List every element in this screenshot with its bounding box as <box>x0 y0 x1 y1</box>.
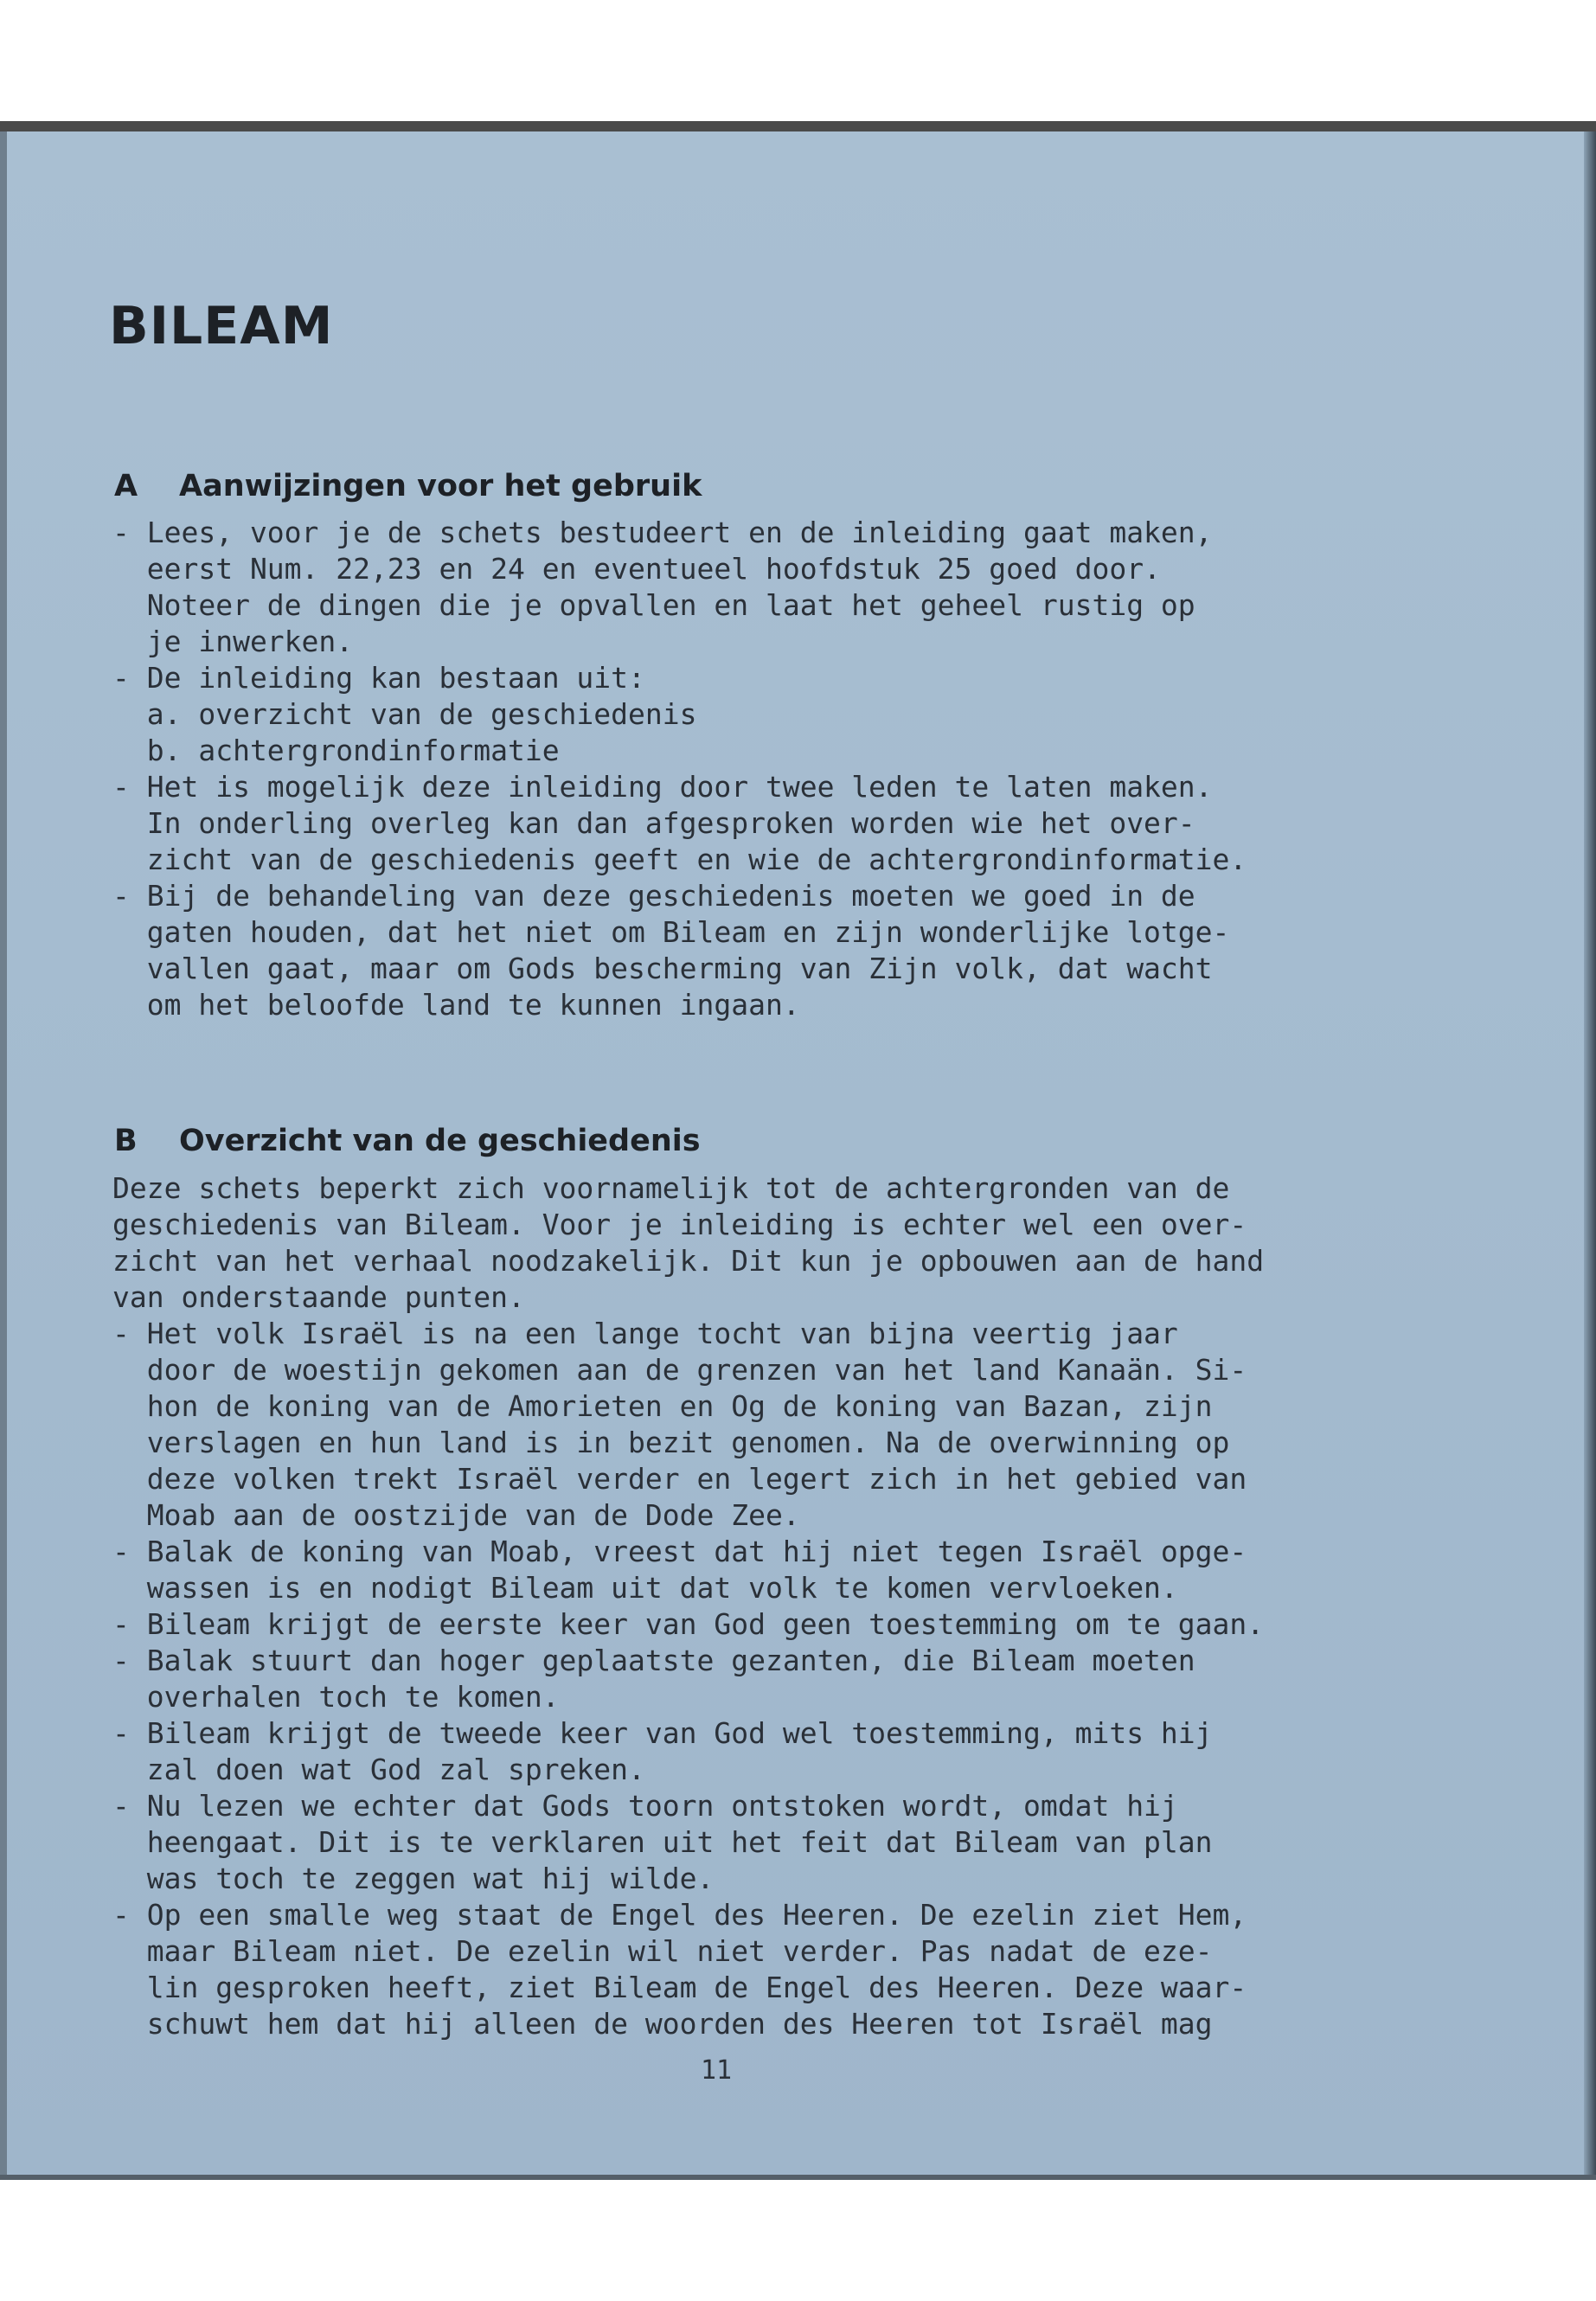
text-line: hon de koning van de Amorieten en Og de koning van Bazan, zijn <box>112 1389 1213 1423</box>
text-line: - Lees, voor je de schets bestudeert en de inleiding gaat maken, <box>112 516 1213 549</box>
text-line: was toch te zeggen wat hij wilde. <box>112 1862 715 1895</box>
page-title: BILEAM <box>109 296 334 356</box>
section-a-letter: A <box>114 469 138 503</box>
text-line: schuwt hem dat hij alleen de woorden des Heeren tot Israël mag <box>112 2007 1213 2041</box>
text-line: wassen is en nodigt Bileam uit dat volk te komen vervloeken. <box>112 1571 1178 1605</box>
text-line: a. overzicht van de geschiedenis <box>112 697 697 731</box>
text-line: Moab aan de oostzijde van de Dode Zee. <box>112 1498 800 1532</box>
text-line: Noteer de dingen die je opvallen en laat het geheel rustig op <box>112 588 1195 622</box>
page-left-edge <box>0 131 7 2175</box>
text-line: vallen gaat, maar om Gods bescherming van Zijn volk, dat wacht <box>112 952 1213 985</box>
text-line: - Bileam krijgt de eerste keer van God geen toestemming om te gaan. <box>112 1607 1265 1641</box>
text-line: - Het volk Israël is na een lange tocht van bijna veertig jaar <box>112 1317 1178 1350</box>
text-line: van onderstaande punten. <box>112 1280 525 1314</box>
text-line: deze volken trekt Israël verder en legert zich in het gebied van <box>112 1462 1247 1496</box>
text-line: eerst Num. 22,23 en 24 en eventueel hoofdstuk 25 goed door. <box>112 552 1161 586</box>
text-line: verslagen en hun land is in bezit genomen. Na de overwinning op <box>112 1426 1230 1459</box>
text-line: - Op een smalle weg staat de Engel des Heeren. De ezelin ziet Hem, <box>112 1898 1247 1932</box>
text-line: door de woestijn gekomen aan de grenzen van het land Kanaän. Si- <box>112 1353 1247 1387</box>
text-line: om het beloofde land te kunnen ingaan. <box>112 988 800 1022</box>
text-line: heengaat. Dit is te verklaren uit het feit dat Bileam van plan <box>112 1825 1213 1859</box>
section-b-body <box>112 1170 1264 2042</box>
text-line: - Bileam krijgt de tweede keer van God wel toestemming, mits hij <box>112 1716 1213 1750</box>
section-b-letter: B <box>114 1124 138 1158</box>
text-line: Deze schets beperkt zich voornamelijk tot de achtergronden van de <box>112 1171 1230 1205</box>
text-line: - Bij de behandeling van deze geschiedenis moeten we goed in de <box>112 879 1195 913</box>
text-line: maar Bileam niet. De ezelin wil niet verder. Pas nadat de eze- <box>112 1934 1213 1968</box>
text-line: - De inleiding kan bestaan uit: <box>112 661 645 695</box>
text-line: overhalen toch te komen. <box>112 1680 560 1714</box>
section-a-body <box>112 515 1247 1023</box>
text-line: zal doen wat God zal spreken. <box>112 1753 645 1786</box>
text-line: - Nu lezen we echter dat Gods toorn ontstoken wordt, omdat hij <box>112 1789 1178 1823</box>
page-number: 11 <box>701 2055 733 2086</box>
section-b-title: Overzicht van de geschiedenis <box>179 1124 701 1158</box>
section-a-title: Aanwijzingen voor het gebruik <box>179 469 702 503</box>
text-line: zicht van de geschiedenis geeft en wie de achtergrondinformatie. <box>112 843 1247 876</box>
text-line: - Het is mogelijk deze inleiding door twee leden te laten maken. <box>112 770 1213 804</box>
section-b-heading <box>114 1124 701 1158</box>
page-right-edge <box>1584 131 1596 2175</box>
text-line: - Balak de koning van Moab, vreest dat hij niet tegen Israël opge- <box>112 1535 1247 1568</box>
text-line: je inwerken. <box>112 625 354 658</box>
text-line: In onderling overleg kan dan afgesproken worden wie het over- <box>112 806 1195 840</box>
page <box>0 121 1596 2180</box>
text-line: zicht van het verhaal noodzakelijk. Dit kun je opbouwen aan de hand <box>112 1244 1265 1278</box>
text-line: - Balak stuurt dan hoger geplaatste gezanten, die Bileam moeten <box>112 1644 1195 1677</box>
text-line: geschiedenis van Bileam. Voor je inleiding is echter wel een over- <box>112 1208 1247 1241</box>
text-line: b. achtergrondinformatie <box>112 734 560 767</box>
text-line: lin gesproken heeft, ziet Bileam de Engel des Heeren. Deze waar- <box>112 1971 1247 2004</box>
text-line: gaten houden, dat het niet om Bileam en zijn wonderlijke lotge- <box>112 915 1230 949</box>
section-a-heading <box>114 469 702 503</box>
